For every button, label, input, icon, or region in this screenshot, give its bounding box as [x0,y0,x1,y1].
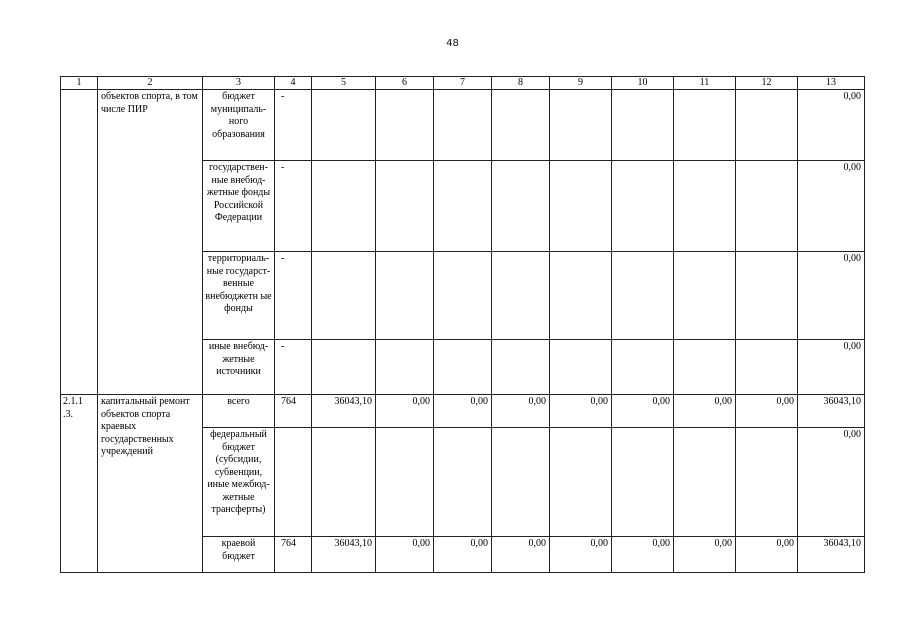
page-number: 48 [446,38,459,49]
code-cell: - [275,90,312,161]
value-cell: 0,00 [674,537,736,573]
value-cell: 0,00 [612,395,674,428]
value-cell [434,340,492,395]
value-cell [312,428,376,537]
code-cell: 764 [275,395,312,428]
value-cell: 36043,10 [312,395,376,428]
value-cell [492,90,550,161]
funding-source-cell: краевой бюджет [203,537,275,573]
value-cell [550,340,612,395]
value-cell [312,90,376,161]
total-cell: 0,00 [798,340,865,395]
value-cell [434,252,492,340]
total-cell: 36043,10 [798,537,865,573]
code-cell [275,428,312,537]
value-cell [674,90,736,161]
value-cell [492,428,550,537]
value-cell: 0,00 [376,537,434,573]
header-cell: 1 [61,77,98,90]
total-cell: 0,00 [798,161,865,252]
value-cell: 0,00 [434,395,492,428]
value-cell [376,340,434,395]
value-cell [736,90,798,161]
value-cell [434,90,492,161]
header-cell: 11 [674,77,736,90]
value-cell [612,340,674,395]
value-cell [492,340,550,395]
value-cell: 0,00 [736,537,798,573]
header-cell: 4 [275,77,312,90]
header-cell: 6 [376,77,434,90]
code-cell: - [275,340,312,395]
row-number-cell: 2.1.1 .3. [61,395,98,573]
value-cell [736,428,798,537]
table-row [61,90,865,161]
funding-source-cell: федеральный бюджет (субсидии, субвенции, иные межбюд-жетные трансферты) [203,428,275,537]
value-cell [612,428,674,537]
header-cell: 9 [550,77,612,90]
header-cell: 3 [203,77,275,90]
value-cell [736,340,798,395]
header-cell: 13 [798,77,865,90]
value-cell: 0,00 [674,395,736,428]
value-cell [612,90,674,161]
value-cell [736,161,798,252]
value-cell: 0,00 [492,395,550,428]
funding-source-cell: бюджет муниципаль-ного образования [203,90,275,161]
total-cell: 36043,10 [798,395,865,428]
value-cell [434,428,492,537]
value-cell [612,161,674,252]
value-cell [434,161,492,252]
value-cell [550,252,612,340]
value-cell [550,90,612,161]
header-cell: 8 [492,77,550,90]
value-cell [312,340,376,395]
value-cell [376,90,434,161]
value-cell [550,161,612,252]
value-cell [492,161,550,252]
value-cell [736,252,798,340]
value-cell [492,252,550,340]
funding-source-cell: территориаль-ные государст-венные внебюджетн ые фонды [203,252,275,340]
value-cell [312,161,376,252]
header-cell: 2 [98,77,203,90]
object-name-cell: объектов спорта, в том числе ПИР [98,90,203,395]
total-cell: 0,00 [798,90,865,161]
value-cell [376,428,434,537]
value-cell [674,340,736,395]
row-number-cell [61,90,98,395]
value-cell [376,252,434,340]
code-cell: - [275,161,312,252]
value-cell: 0,00 [376,395,434,428]
value-cell [674,252,736,340]
total-cell: 0,00 [798,252,865,340]
header-cell: 7 [434,77,492,90]
code-cell: 764 [275,537,312,573]
value-cell: 0,00 [550,537,612,573]
value-cell: 0,00 [434,537,492,573]
value-cell [376,161,434,252]
header-cell: 5 [312,77,376,90]
total-cell: 0,00 [798,428,865,537]
budget-table [60,76,865,573]
value-cell: 36043,10 [312,537,376,573]
funding-source-cell: государствен-ные внебюд-жетные фонды Российской Федерации [203,161,275,252]
value-cell: 0,00 [612,537,674,573]
header-cell: 10 [612,77,674,90]
value-cell: 0,00 [550,395,612,428]
value-cell: 0,00 [492,537,550,573]
value-cell [312,252,376,340]
funding-source-cell: иные внебюд-жетные источники [203,340,275,395]
value-cell [674,161,736,252]
value-cell [674,428,736,537]
header-row [61,77,865,90]
header-cell: 12 [736,77,798,90]
table-row [61,395,865,428]
funding-source-cell: всего [203,395,275,428]
value-cell: 0,00 [736,395,798,428]
code-cell: - [275,252,312,340]
object-name-cell: капитальный ремонт объектов спорта краевых государственных учреждений [98,395,203,573]
value-cell [612,252,674,340]
value-cell [550,428,612,537]
